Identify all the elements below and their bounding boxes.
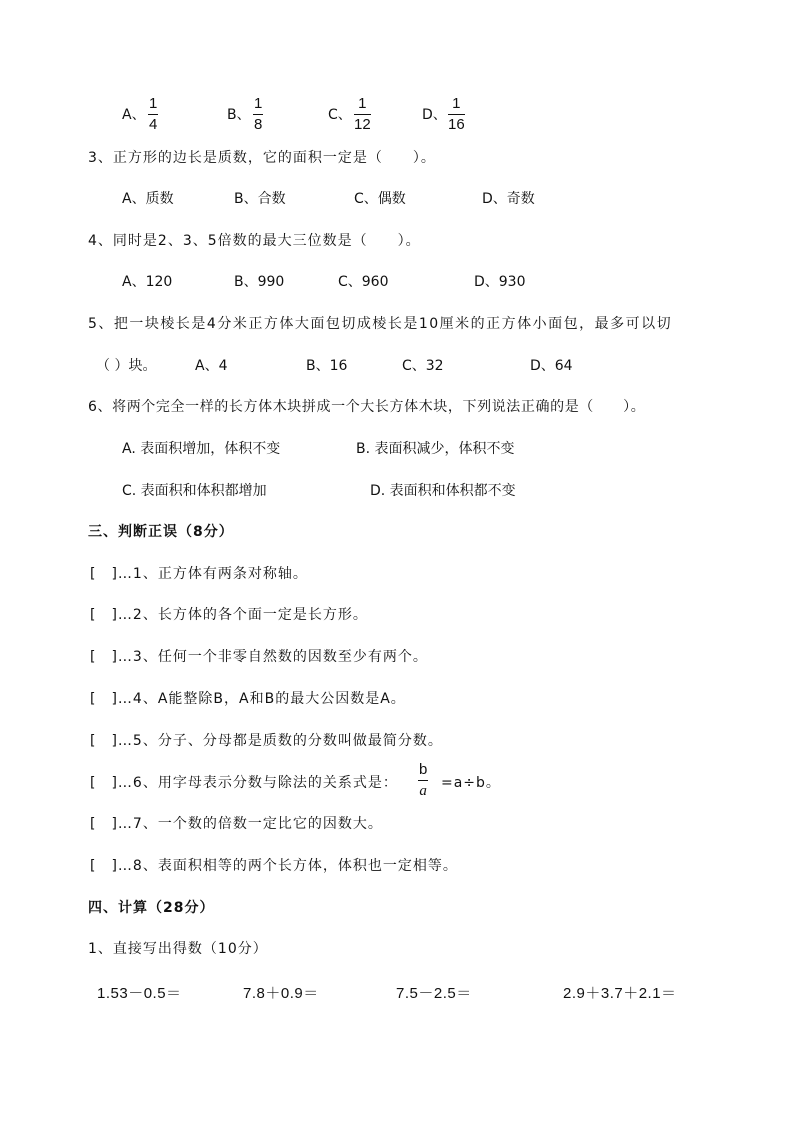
q6-option-d: D. 表面积和体积都不变	[370, 483, 516, 499]
q4-question: 4、同时是2、3、5倍数的最大三位数是（ ）。	[88, 233, 421, 249]
denominator: 12	[354, 116, 371, 133]
fraction-bar	[448, 114, 465, 115]
q5-option-b: B、16	[306, 358, 348, 374]
q2-option-c-label: C、	[328, 107, 352, 123]
q6-question: 6、将两个完全一样的长方体木块拼成一个大长方体木块，下列说法正确的是（ ）。	[88, 399, 646, 415]
calc-item-2: 7.8＋0.9＝	[243, 985, 319, 1002]
fraction-bar	[418, 780, 428, 781]
q4-option-a: A、120	[122, 274, 173, 290]
q3-option-b: B、合数	[234, 191, 286, 207]
calc-item-1: 1.53－0.5＝	[97, 985, 182, 1002]
judge-item-1: [ ]…1、正方体有两条对称轴。	[90, 566, 308, 582]
judge-item-7: [ ]…7、一个数的倍数一定比它的因数大。	[90, 816, 383, 832]
numerator: b	[419, 761, 428, 778]
section4-sub1: 1、直接写出得数（10分）	[88, 941, 268, 957]
denominator: 16	[448, 116, 465, 133]
q3-option-d: D、奇数	[482, 191, 535, 207]
q3-question: 3、正方形的边长是质数，它的面积一定是（ ）。	[88, 150, 436, 166]
q2-option-d-label: D、	[422, 107, 447, 123]
numerator: 1	[149, 95, 158, 112]
denominator: 4	[149, 116, 158, 133]
numerator: 1	[358, 95, 367, 112]
q2-option-b-fraction	[253, 96, 263, 133]
fraction-bar	[354, 114, 371, 115]
q2-option-a-fraction	[148, 96, 158, 133]
q2-option-d-fraction	[448, 96, 465, 133]
q3-option-c: C、偶数	[354, 191, 406, 207]
section4-title: 四、计算（28分）	[88, 900, 215, 916]
q5-option-d: D、64	[530, 358, 573, 374]
q6-option-a: A. 表面积增加，体积不变	[122, 441, 281, 457]
denominator: a	[419, 783, 427, 799]
q5-question: 5、把一块棱长是4分米正方体大面包切成棱长是10厘米的正方体小面包，最多可以切	[88, 316, 673, 332]
q6-option-c: C. 表面积和体积都增加	[122, 483, 267, 499]
section3-title: 三、判断正误（8分）	[88, 524, 234, 540]
q4-option-c: C、960	[338, 274, 389, 290]
judge-item-5: [ ]…5、分子、分母都是质数的分数叫做最简分数。	[90, 733, 443, 749]
q2-option-b-label: B、	[227, 107, 251, 123]
q2-option-a-label: A、	[122, 107, 146, 123]
calc-item-4: 2.9＋3.7＋2.1＝	[563, 985, 677, 1002]
q2-option-c-fraction	[354, 96, 371, 133]
denominator: 8	[254, 116, 263, 133]
judge-item-6-tail: =a÷b。	[441, 775, 501, 791]
calc-item-3: 7.5－2.5＝	[396, 985, 472, 1002]
q4-option-d: D、930	[474, 274, 526, 290]
judge-item-4: [ ]…4、A能整除B，A和B的最大公因数是A。	[90, 691, 406, 707]
q6-option-b: B. 表面积减少，体积不变	[356, 441, 515, 457]
judge-item-6: [ ]…6、用字母表示分数与除法的关系式是：	[90, 775, 398, 791]
numerator: 1	[452, 95, 461, 112]
q4-option-b: B、990	[234, 274, 285, 290]
judge-item-8: [ ]…8、表面积相等的两个长方体，体积也一定相等。	[90, 858, 458, 874]
judge-item-6-fraction	[418, 762, 428, 799]
fraction-bar	[253, 114, 263, 115]
judge-item-3: [ ]…3、任何一个非零自然数的因数至少有两个。	[90, 649, 428, 665]
numerator: 1	[254, 95, 263, 112]
q3-option-a: A、质数	[122, 191, 174, 207]
q5-option-a: A、4	[195, 358, 228, 374]
fraction-bar	[148, 114, 158, 115]
judge-item-2: [ ]…2、长方体的各个面一定是长方形。	[90, 607, 368, 623]
q5-option-c: C、32	[402, 358, 444, 374]
q5-question-cont: （ ）块。	[96, 358, 157, 374]
